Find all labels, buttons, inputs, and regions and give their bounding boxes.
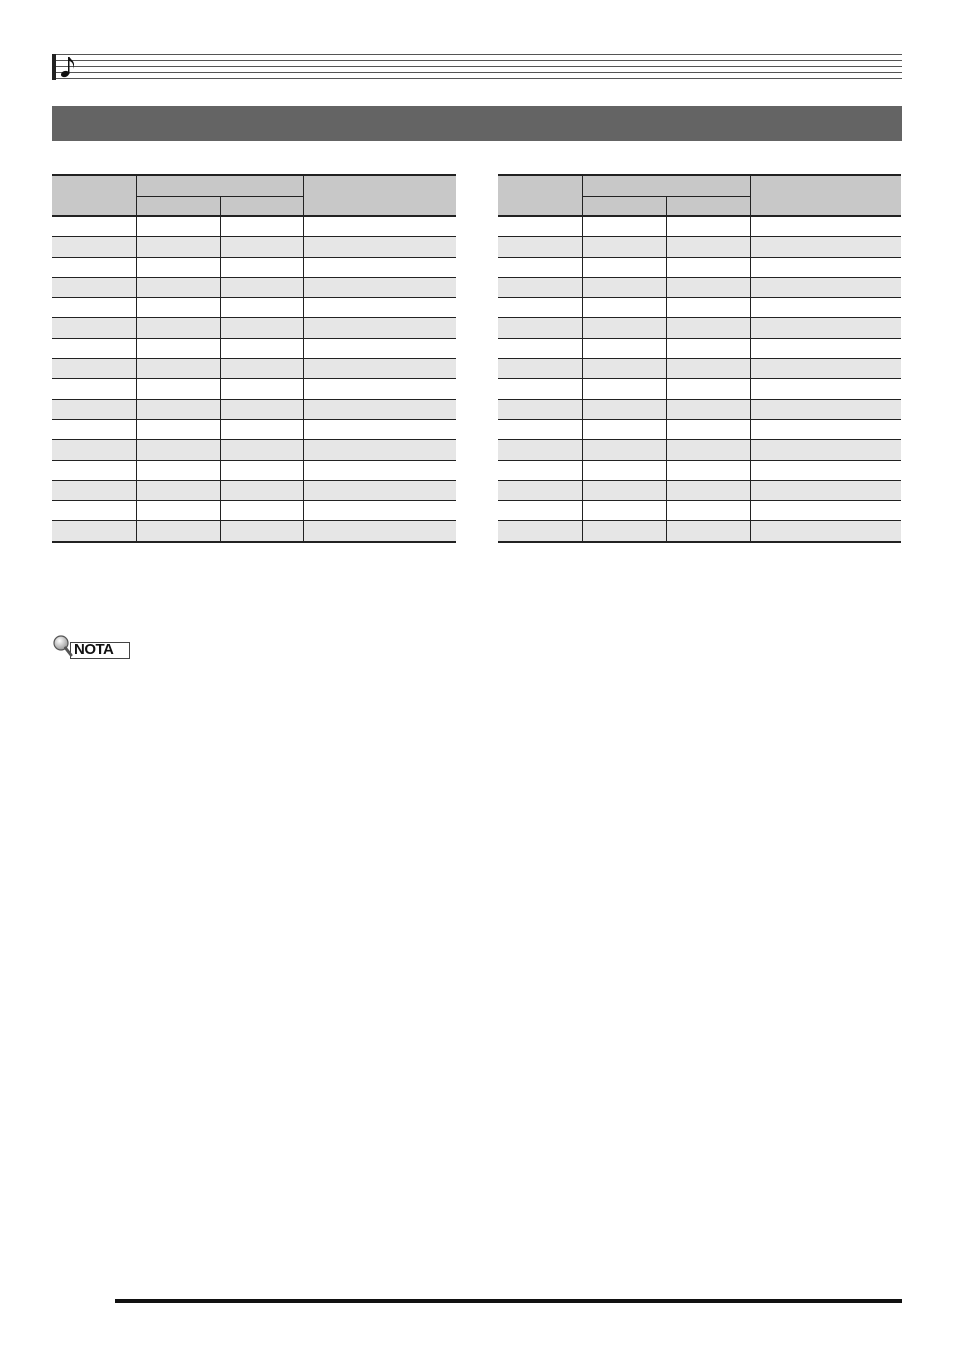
table-cell (666, 419, 750, 439)
table-cell (303, 440, 456, 460)
table-cell (303, 318, 456, 338)
table-row (498, 237, 901, 257)
table-cell (52, 521, 136, 542)
table-cell (582, 379, 666, 399)
table-cell (52, 359, 136, 379)
table-row (52, 399, 456, 419)
table-cell (750, 216, 901, 237)
table-cell (582, 237, 666, 257)
table-cell (498, 521, 582, 542)
table-cell (303, 359, 456, 379)
table-row (498, 521, 901, 542)
table-cell (498, 501, 582, 521)
table-row (498, 501, 901, 521)
staff-line (56, 78, 902, 79)
table-header-col4 (303, 175, 456, 216)
table-cell (52, 318, 136, 338)
table-cell (136, 379, 220, 399)
table-cell (750, 399, 901, 419)
table-cell (136, 399, 220, 419)
table-cell (750, 480, 901, 500)
table-cell (666, 237, 750, 257)
table-cell (666, 298, 750, 318)
table-row (498, 359, 901, 379)
table-cell (582, 419, 666, 439)
table-cell (750, 298, 901, 318)
table-cell (582, 318, 666, 338)
table-row (52, 359, 456, 379)
table-cell (220, 399, 303, 419)
table-row (52, 216, 456, 237)
staff-bar (52, 54, 56, 80)
table-cell (136, 237, 220, 257)
table-cell (498, 419, 582, 439)
table-cell (136, 480, 220, 500)
table-cell (582, 338, 666, 358)
table-row (498, 216, 901, 237)
table-cell (303, 277, 456, 297)
table-cell (498, 460, 582, 480)
table-cell (303, 419, 456, 439)
table-row (498, 298, 901, 318)
table-cell (303, 237, 456, 257)
table-row (52, 298, 456, 318)
table-row (52, 440, 456, 460)
table-cell (220, 277, 303, 297)
table-cell (220, 318, 303, 338)
table-cell (220, 440, 303, 460)
table-cell (220, 338, 303, 358)
table-cell (220, 359, 303, 379)
table-header-col1 (498, 175, 582, 216)
footer-rule (115, 1299, 902, 1303)
table-cell (498, 379, 582, 399)
table-header-col4 (750, 175, 901, 216)
table-row (52, 419, 456, 439)
table-cell (750, 460, 901, 480)
table-cell (52, 216, 136, 237)
table-cell (220, 480, 303, 500)
table-cell (666, 277, 750, 297)
table-row (498, 338, 901, 358)
table-cell (220, 379, 303, 399)
table-cell (750, 277, 901, 297)
table-cell (136, 216, 220, 237)
table-header-sub1 (582, 197, 666, 217)
table-cell (498, 338, 582, 358)
table-cell (52, 379, 136, 399)
table-row (52, 521, 456, 542)
table-cell (136, 257, 220, 277)
table-cell (220, 460, 303, 480)
table-cell (52, 298, 136, 318)
header-staff (52, 54, 902, 80)
table-header-group (136, 175, 303, 197)
table-cell (220, 298, 303, 318)
table-header-sub2 (666, 197, 750, 217)
table-cell (666, 338, 750, 358)
table-cell (582, 399, 666, 419)
data-table-left (52, 174, 456, 543)
table-cell (498, 216, 582, 237)
table-cell (498, 257, 582, 277)
table-cell (750, 237, 901, 257)
table-header-sub2 (220, 197, 303, 217)
table-cell (303, 460, 456, 480)
table-cell (52, 257, 136, 277)
table-cell (136, 521, 220, 542)
table-cell (666, 379, 750, 399)
table-cell (666, 257, 750, 277)
table-row (52, 237, 456, 257)
table-cell (666, 399, 750, 419)
table-cell (136, 501, 220, 521)
table-cell (750, 379, 901, 399)
table-cell (303, 399, 456, 419)
table-row (498, 379, 901, 399)
table-cell (52, 480, 136, 500)
table-cell (303, 501, 456, 521)
table-cell (303, 521, 456, 542)
table-cell (303, 338, 456, 358)
table-cell (220, 237, 303, 257)
table-cell (582, 257, 666, 277)
table-row (52, 480, 456, 500)
table-cell (220, 501, 303, 521)
table-cell (52, 399, 136, 419)
table-cell (52, 237, 136, 257)
table-row (52, 501, 456, 521)
table-cell (136, 440, 220, 460)
section-header-band (52, 106, 902, 141)
table-row (52, 460, 456, 480)
table-cell (498, 440, 582, 460)
table-cell (666, 318, 750, 338)
table-cell (750, 359, 901, 379)
table-cell (750, 257, 901, 277)
table-cell (498, 480, 582, 500)
table-cell (303, 257, 456, 277)
staff-line (56, 54, 902, 55)
table-cell (582, 298, 666, 318)
eighth-note-icon (58, 54, 78, 80)
table-cell (498, 237, 582, 257)
table-row (52, 338, 456, 358)
table-row (52, 379, 456, 399)
table-row (498, 419, 901, 439)
table-cell (136, 338, 220, 358)
table-cell (303, 216, 456, 237)
staff-line (56, 60, 902, 61)
table-cell (582, 480, 666, 500)
table-row (498, 257, 901, 277)
table-cell (582, 460, 666, 480)
table-cell (666, 359, 750, 379)
table-cell (666, 501, 750, 521)
table-cell (498, 298, 582, 318)
table-cell (498, 277, 582, 297)
table-header-group (582, 175, 750, 197)
table-cell (750, 318, 901, 338)
table-row (498, 440, 901, 460)
table-row (52, 318, 456, 338)
table-cell (582, 216, 666, 237)
table-cell (220, 257, 303, 277)
table-row (52, 277, 456, 297)
table-cell (582, 521, 666, 542)
table-row (498, 318, 901, 338)
table-row (498, 480, 901, 500)
table-cell (136, 298, 220, 318)
table-body (498, 216, 901, 542)
table-cell (582, 359, 666, 379)
table-header-sub1 (136, 197, 220, 217)
table-cell (303, 379, 456, 399)
table-cell (666, 460, 750, 480)
table-cell (136, 318, 220, 338)
table-cell (498, 359, 582, 379)
table-cell (666, 521, 750, 542)
table-cell (750, 338, 901, 358)
table-row (52, 257, 456, 277)
table-cell (498, 318, 582, 338)
table-cell (666, 480, 750, 500)
table-cell (666, 216, 750, 237)
table-cell (750, 440, 901, 460)
table-cell (52, 440, 136, 460)
table-cell (582, 440, 666, 460)
table-cell (52, 419, 136, 439)
table-cell (750, 419, 901, 439)
table-cell (582, 277, 666, 297)
staff-line (56, 72, 902, 73)
table-cell (303, 480, 456, 500)
table-row (498, 277, 901, 297)
data-table-right (498, 174, 901, 543)
table-cell (498, 399, 582, 419)
table-row (498, 399, 901, 419)
table-cell (750, 501, 901, 521)
table-cell (666, 440, 750, 460)
table-body (52, 216, 456, 542)
table-cell (52, 460, 136, 480)
table-cell (52, 338, 136, 358)
note-badge (52, 634, 130, 660)
table-cell (220, 419, 303, 439)
staff-line (56, 66, 902, 67)
note-label: NOTA (74, 641, 114, 658)
table-cell (136, 277, 220, 297)
table-cell (220, 521, 303, 542)
table-cell (303, 298, 456, 318)
table-cell (136, 359, 220, 379)
table-cell (136, 419, 220, 439)
table-cell (750, 521, 901, 542)
table-cell (220, 216, 303, 237)
table-cell (52, 277, 136, 297)
table-cell (582, 501, 666, 521)
table-header-col1 (52, 175, 136, 216)
table-cell (52, 501, 136, 521)
table-cell (136, 460, 220, 480)
magnifier-icon (52, 634, 74, 658)
table-row (498, 460, 901, 480)
